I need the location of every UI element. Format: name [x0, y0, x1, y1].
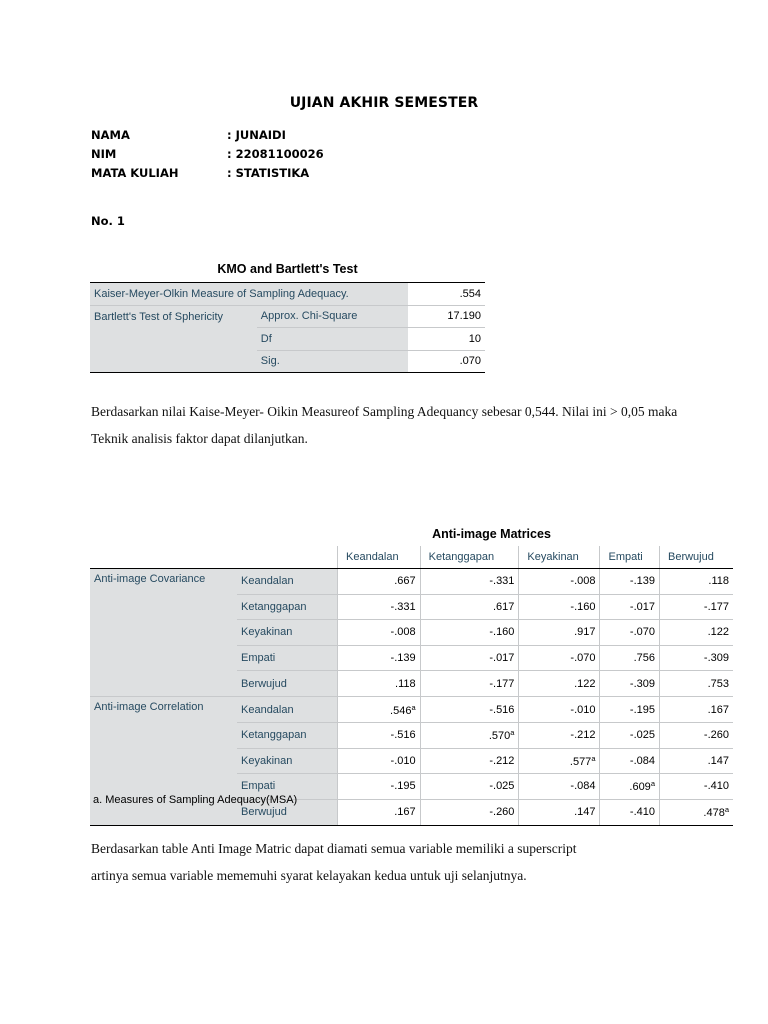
- sig-label: Sig.: [257, 350, 408, 373]
- cell-value: .609: [629, 781, 651, 794]
- group-label: Anti-image Correlation: [90, 697, 237, 723]
- matrix-cell: [338, 723, 421, 749]
- column-header: Keandalan: [338, 546, 421, 568]
- matrix-cell: [420, 799, 519, 825]
- matrix-cell: [659, 671, 733, 697]
- matrix-cell: [600, 774, 660, 800]
- cell-value: -.010: [390, 754, 416, 767]
- cell-value: -.410: [629, 806, 655, 818]
- row-label: Ketanggapan: [237, 594, 338, 620]
- header-blank: [237, 546, 338, 568]
- table-row: [90, 748, 733, 774]
- cell-value: -.084: [570, 780, 596, 793]
- cell-value: -.309: [703, 651, 729, 664]
- nim-label: NIM: [91, 147, 117, 161]
- table-header-row: [90, 546, 733, 568]
- cell-value: .147: [707, 754, 729, 767]
- matrix-cell: [338, 697, 421, 723]
- group-label: [90, 594, 237, 620]
- table-row: [90, 283, 485, 306]
- kmo-label: Kaiser-Meyer-Olkin Measure of Sampling Adequacy.: [90, 283, 408, 306]
- chi-value: 17.190: [408, 305, 485, 328]
- anti-image-table: [90, 546, 733, 826]
- paragraph-line-1: Berdasarkan table Anti Image Matric dapat diamati semua variable memiliki a superscript: [91, 841, 577, 856]
- matrix-cell: [519, 645, 600, 671]
- cell-value: -.017: [489, 651, 515, 664]
- header-blank: [90, 546, 237, 568]
- bartlett-label-end: [90, 350, 257, 373]
- matrix-cell: [519, 748, 600, 774]
- cell-value: -.331: [489, 575, 515, 587]
- matrix-cell: [659, 697, 733, 723]
- matrix-cell: [420, 645, 519, 671]
- matrix-cell: [600, 748, 660, 774]
- row-label: Keandalan: [237, 568, 338, 594]
- anti-image-body: [90, 546, 733, 825]
- table-row: [90, 305, 485, 328]
- matrix-cell: [338, 799, 421, 825]
- matrix-cell: [600, 568, 660, 594]
- question-number: No. 1: [91, 214, 125, 228]
- group-label: [90, 645, 237, 671]
- msa-superscript: a: [510, 728, 515, 738]
- kmo-table: [90, 282, 485, 373]
- row-label: Berwujud: [237, 799, 338, 825]
- matrix-cell: [420, 697, 519, 723]
- table-row: [90, 568, 733, 594]
- bartlett-label: Bartlett's Test of Sphericity: [90, 305, 257, 328]
- cell-value: .122: [707, 626, 729, 639]
- cell-value: -.025: [629, 729, 655, 742]
- group-label: [90, 723, 237, 749]
- matrix-cell: [659, 723, 733, 749]
- group-label: [90, 620, 237, 646]
- df-value: 10: [408, 328, 485, 351]
- matrix-cell: [659, 799, 733, 825]
- paragraph-kmo: Berdasarkan nilai Kaise-Meyer- Oikin Measureof Sampling Adequancy sebesar 0,544. Nilai ini > 0,05 maka Teknik analisis faktor dapat dilanjutkan.: [91, 404, 678, 446]
- msa-superscript: a: [591, 753, 596, 763]
- name-value: : JUNAIDI: [227, 128, 286, 142]
- matrix-cell: [338, 774, 421, 800]
- bartlett-label-cont: [90, 328, 257, 351]
- matrix-cell: [519, 671, 600, 697]
- matrix-cell: [519, 620, 600, 646]
- group-label: Anti-image Covariance: [90, 568, 237, 594]
- column-header: Berwujud: [659, 546, 733, 568]
- cell-value: -.017: [629, 600, 655, 613]
- matrix-cell: [420, 620, 519, 646]
- table-row: [90, 328, 485, 351]
- cell-value: -.139: [629, 575, 655, 587]
- cell-value: .756: [633, 651, 655, 664]
- cell-value: .667: [394, 575, 416, 587]
- matrix-cell: [600, 594, 660, 620]
- matrix-cell: [338, 671, 421, 697]
- matrix-cell: [600, 723, 660, 749]
- paragraph-line-2: artinya semua variable mememuhi syarat kelayakan kedua untuk uji selanjutnya.: [91, 868, 527, 883]
- column-header: Empati: [600, 546, 660, 568]
- df-label: Df: [257, 328, 408, 351]
- row-label: Keandalan: [237, 697, 338, 723]
- row-label: Keyakinan: [237, 748, 338, 774]
- msa-superscript: a: [724, 805, 729, 814]
- cell-value: -.195: [390, 780, 416, 793]
- cell-value: .118: [708, 575, 729, 587]
- matrix-cell: [600, 799, 660, 825]
- cell-value: -.008: [570, 575, 596, 587]
- group-label: [90, 671, 237, 697]
- cell-value: -.331: [390, 600, 416, 613]
- cell-value: -.010: [570, 703, 596, 716]
- cell-value: -.177: [489, 677, 515, 690]
- anti-image-title: Anti-image Matrices: [432, 527, 551, 541]
- paragraph-anti-image: [91, 835, 701, 889]
- course-label: MATA KULIAH: [91, 166, 179, 180]
- cell-value: -.070: [629, 626, 655, 639]
- row-label: Empati: [237, 645, 338, 671]
- cell-value: -.160: [570, 600, 596, 613]
- column-header: Ketanggapan: [420, 546, 519, 568]
- column-header: Keyakinan: [519, 546, 600, 568]
- cell-value: -.070: [570, 651, 596, 664]
- name-label: NAMA: [91, 128, 130, 142]
- table-row: [90, 697, 733, 723]
- table-row: [90, 350, 485, 373]
- matrix-cell: [600, 697, 660, 723]
- matrix-cell: [420, 594, 519, 620]
- cell-value: .118: [395, 677, 416, 690]
- matrix-cell: [600, 620, 660, 646]
- cell-value: -.516: [390, 729, 416, 742]
- matrix-cell: [659, 748, 733, 774]
- matrix-cell: [338, 645, 421, 671]
- matrix-cell: [420, 568, 519, 594]
- cell-value: .917: [574, 626, 596, 639]
- matrix-cell: [519, 568, 600, 594]
- cell-value: .147: [574, 806, 596, 818]
- table-row: [90, 671, 733, 697]
- cell-value: -.084: [629, 754, 655, 767]
- cell-value: -.260: [703, 729, 729, 742]
- table-row: [90, 620, 733, 646]
- document-title: UJIAN AKHIR SEMESTER: [289, 95, 479, 111]
- cell-value: -.260: [489, 806, 515, 818]
- matrix-cell: [659, 645, 733, 671]
- cell-value: -.008: [390, 626, 416, 639]
- cell-value: -.212: [570, 729, 596, 742]
- matrix-cell: [519, 774, 600, 800]
- course-value: : STATISTIKA: [227, 166, 310, 180]
- matrix-cell: [420, 671, 519, 697]
- row-label: Keyakinan: [237, 620, 338, 646]
- cell-value: -.516: [489, 703, 515, 716]
- matrix-cell: [519, 799, 600, 825]
- matrix-cell: [420, 723, 519, 749]
- matrix-cell: [420, 748, 519, 774]
- table-row: [90, 645, 733, 671]
- cell-value: .617: [493, 600, 515, 613]
- cell-value: -.410: [703, 780, 729, 793]
- table-row: [90, 723, 733, 749]
- kmo-table-title: KMO and Bartlett's Test: [217, 262, 358, 276]
- matrix-cell: [659, 594, 733, 620]
- matrix-cell: [338, 748, 421, 774]
- cell-value: -.139: [390, 651, 416, 664]
- cell-value: .478: [703, 807, 725, 819]
- row-label: Empati: [237, 774, 338, 800]
- cell-value: -.212: [489, 754, 515, 767]
- matrix-cell: [659, 774, 733, 800]
- matrix-cell: [338, 620, 421, 646]
- matrix-cell: [600, 645, 660, 671]
- matrix-cell: [519, 723, 600, 749]
- matrix-cell: [659, 568, 733, 594]
- cell-value: .167: [707, 703, 729, 716]
- cell-value: .570: [488, 730, 511, 743]
- msa-superscript: a: [650, 779, 655, 789]
- cell-value: -.195: [629, 703, 655, 716]
- matrix-cell: [519, 697, 600, 723]
- cell-value: .546: [390, 704, 412, 717]
- cell-value: .577: [569, 755, 592, 768]
- matrix-cell: [420, 774, 519, 800]
- chi-label: Approx. Chi-Square: [257, 305, 408, 328]
- cell-value: -.177: [703, 600, 729, 613]
- kmo-value: .554: [408, 283, 485, 306]
- group-label: [90, 748, 237, 774]
- cell-value: .122: [574, 677, 596, 690]
- cell-value: .753: [707, 677, 729, 690]
- cell-value: -.160: [489, 626, 515, 639]
- row-label: Ketanggapan: [237, 723, 338, 749]
- cell-value: -.025: [489, 780, 515, 793]
- msa-superscript: a: [411, 702, 416, 712]
- sig-value: .070: [408, 350, 485, 373]
- cell-value: -.309: [629, 677, 655, 690]
- matrix-cell: [338, 594, 421, 620]
- cell-value: .167: [394, 806, 416, 818]
- footnote: a. Measures of Sampling Adequacy(MSA): [93, 794, 298, 806]
- table-row: [90, 594, 733, 620]
- matrix-cell: [519, 594, 600, 620]
- row-label: Berwujud: [237, 671, 338, 697]
- nim-value: : 22081100026: [227, 147, 324, 161]
- matrix-cell: [600, 671, 660, 697]
- matrix-cell: [659, 620, 733, 646]
- matrix-cell: [338, 568, 421, 594]
